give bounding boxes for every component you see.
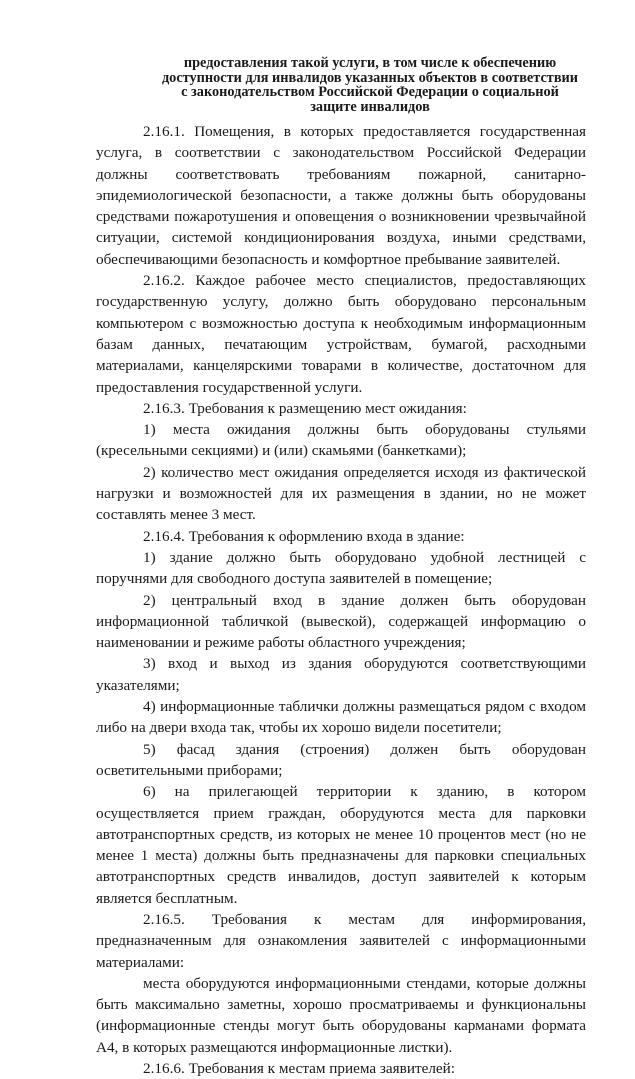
heading-line: с законодательством Российской Федерации о социальной <box>181 84 559 100</box>
heading-line: защите инвалидов <box>310 98 430 115</box>
paragraph-2-16-6: 2.16.6. Требования к местам приема заявителей: <box>143 1060 455 1078</box>
heading-line: доступности для инвалидов указанных объектов в соответствии <box>161 69 579 86</box>
paragraph-2-16-5: 2.16.5. Требования к местам для информирования, предназначенным для ознакомления заявителей с информационными материалами: <box>96 910 586 971</box>
list-item: 2) количество мест ожидания определяется исходя из фактической нагрузки и возможностей для их размещения в здании, но не может составлять менее 3 мест. <box>96 463 586 524</box>
list-item: 5) фасад здания (строения) должен быть оборудован осветительными приборами; <box>96 740 586 779</box>
section-heading <box>130 56 610 114</box>
paragraph-2-16-3: 2.16.3. Требования к размещению мест ожидания: <box>143 399 467 417</box>
document-body <box>96 121 586 1079</box>
list-item: 6) на прилегающей территории к зданию, в котором осуществляется прием граждан, оборудуются места для парковки автотранспортных средств, из которых не менее 10 процентов мест (но не менее 1 места) должны быть предназначены для парковки специальных автотранспортных средств инвалидов, доступ заявителей к которым является бесплатным. <box>96 783 586 907</box>
paragraph-2-16-1: 2.16.1. Помещения, в которых предоставляется государственная услуга, в соответствии с законодательством Российской Федерации должны соответствовать требованиям пожарной, санитарно-эпидемиологической безопасности, а также должны быть оборудованы средствами пожаротушения и оповещения о возникновении чрезвычайной ситуации, системой кондиционирования воздуха, иными средствами, обеспечивающими безопасность и комфортное пребывание заявителей. <box>96 123 586 268</box>
list-item: 4) информационные таблички должны размещаться рядом с входом либо на двери входа так, чтобы их хорошо видели посетители; <box>96 698 586 737</box>
paragraph-text: места оборудуются информационными стендами, которые должны быть максимально заметны, хорошо просматриваемы и функциональны (информационные стенды могут быть оборудованы карманами формата А4, в которых размещаются информационные листки). <box>96 974 586 1056</box>
paragraph-2-16-2: 2.16.2. Каждое рабочее место специалистов, предоставляющих государственную услугу, должно быть оборудовано персональным компьютером с возможностью доступа к необходимым информационным базам данных, печатающим устройствам, бумагой, расходными материалами, канцелярскими товарами в количестве, достаточном для предоставления государственной услуги. <box>96 272 586 396</box>
paragraph-2-16-4: 2.16.4. Требования к оформлению входа в здание: <box>143 527 465 545</box>
list-item: 2) центральный вход в здание должен быть оборудован информационной табличкой (вывеской), содержащей информацию о наименовании и режиме работы областного учреждения; <box>96 591 586 652</box>
list-item: 3) вход и выход из здания оборудуются соответствующими указателями; <box>96 655 586 694</box>
heading-line: предоставления такой услуги, в том числе к обеспечению <box>183 55 557 71</box>
list-item: 1) места ожидания должны быть оборудованы стульями (кресельными секциями) и (или) скамьями (банкетками); <box>96 421 586 460</box>
list-item: 1) здание должно быть оборудовано удобной лестницей с поручнями для свободного доступа заявителей в помещение; <box>96 548 586 588</box>
